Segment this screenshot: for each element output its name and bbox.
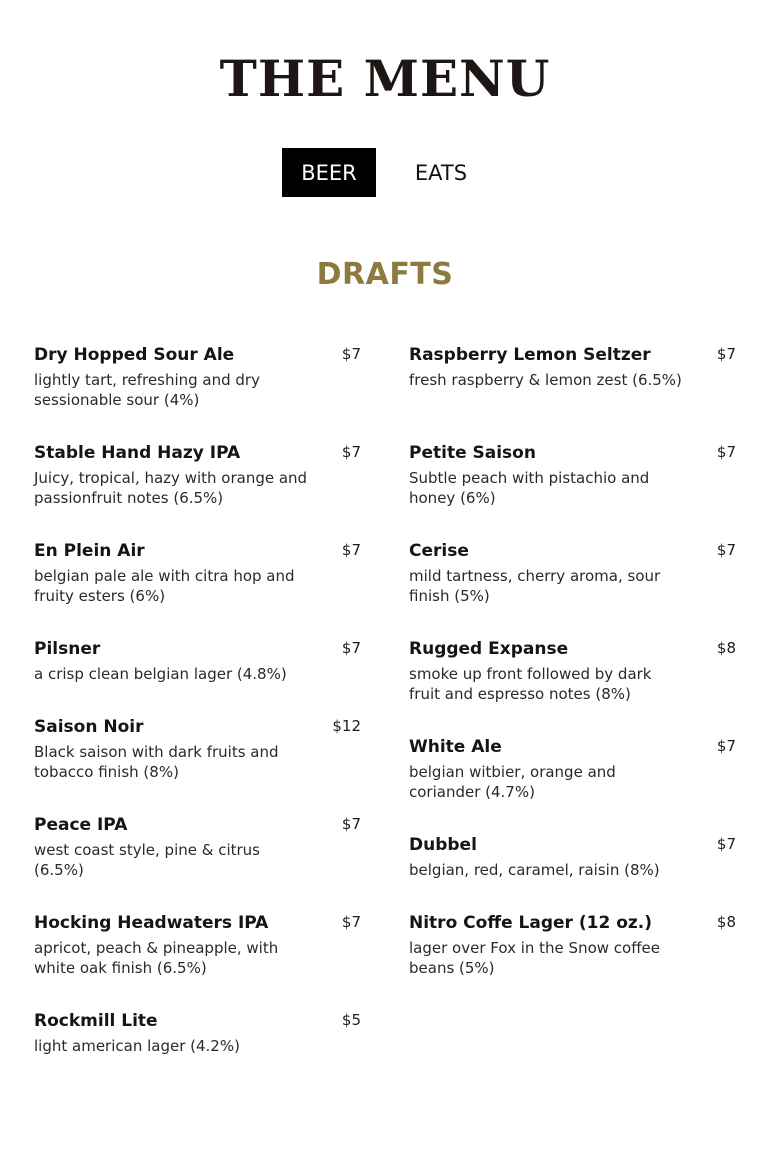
item-description: belgian witbier, orange and coriander (4.7%) bbox=[409, 763, 616, 801]
item-name: Raspberry Lemon Seltzer bbox=[409, 345, 651, 365]
item-description: west coast style, pine & citrus (6.5%) bbox=[34, 841, 260, 879]
item-name: Peace IPA bbox=[34, 815, 128, 835]
item-price: $8 bbox=[716, 639, 736, 657]
menu-item bbox=[409, 343, 736, 441]
item-description: mild tartness, cherry aroma, sour finish (5%) bbox=[409, 567, 661, 605]
item-price: $7 bbox=[341, 913, 361, 931]
item-name: Hocking Headwaters IPA bbox=[34, 913, 269, 933]
item-price: $7 bbox=[341, 639, 361, 657]
item-price: $7 bbox=[341, 443, 361, 461]
item-name: Dubbel bbox=[409, 835, 477, 855]
item-description: lightly tart, refreshing and dry sessionable sour (4%) bbox=[34, 371, 260, 409]
item-description: belgian pale ale with citra hop and fruity esters (6%) bbox=[34, 567, 295, 605]
menu-item bbox=[34, 637, 361, 715]
item-name: Saison Noir bbox=[34, 717, 144, 737]
item-name: Rugged Expanse bbox=[409, 639, 569, 659]
menu-item bbox=[409, 637, 736, 735]
page-title: THE MENU bbox=[219, 49, 551, 108]
item-price: $7 bbox=[716, 541, 736, 559]
item-price: $8 bbox=[716, 913, 736, 931]
item-description: fresh raspberry & lemon zest (6.5%) bbox=[409, 371, 682, 389]
menu-item bbox=[34, 539, 361, 637]
item-price: $7 bbox=[716, 345, 736, 363]
item-description: a crisp clean belgian lager (4.8%) bbox=[34, 665, 287, 683]
item-name: Pilsner bbox=[34, 639, 101, 659]
item-price: $7 bbox=[716, 835, 736, 853]
item-name: Rockmill Lite bbox=[34, 1011, 158, 1031]
item-description: apricot, peach & pineapple, with white oak finish (6.5%) bbox=[34, 939, 279, 977]
item-description: light american lager (4.2%) bbox=[34, 1037, 240, 1055]
item-description: Subtle peach with pistachio and honey (6%) bbox=[409, 469, 650, 507]
item-description: belgian, red, caramel, raisin (8%) bbox=[409, 861, 660, 879]
menu-item bbox=[409, 441, 736, 539]
item-price: $7 bbox=[716, 737, 736, 755]
item-price: $7 bbox=[341, 345, 361, 363]
item-name: White Ale bbox=[409, 737, 502, 757]
menu-item bbox=[34, 813, 361, 911]
menu-item bbox=[409, 539, 736, 637]
item-name: Cerise bbox=[409, 541, 469, 561]
menu-tabs bbox=[282, 148, 506, 197]
item-name: Petite Saison bbox=[409, 443, 536, 463]
item-description: lager over Fox in the Snow coffee beans (5%) bbox=[409, 939, 661, 977]
item-name: Dry Hopped Sour Ale bbox=[34, 345, 235, 365]
menu-item bbox=[34, 911, 361, 1009]
menu-item bbox=[34, 441, 361, 539]
item-description: smoke up front followed by dark fruit and espresso notes (8%) bbox=[409, 665, 652, 703]
menu-item bbox=[34, 715, 361, 813]
section-heading-drafts: DRAFTS bbox=[316, 257, 454, 292]
menu-item bbox=[409, 911, 736, 1009]
tab-eats[interactable]: EATS bbox=[376, 148, 506, 197]
item-price: $7 bbox=[341, 815, 361, 833]
item-name: Nitro Coffe Lager (12 oz.) bbox=[409, 913, 652, 933]
drafts-column-right bbox=[409, 343, 736, 1009]
menu-item bbox=[34, 343, 361, 441]
item-price: $7 bbox=[716, 443, 736, 461]
item-name: En Plein Air bbox=[34, 541, 145, 561]
menu-item bbox=[409, 833, 736, 911]
item-price: $7 bbox=[341, 541, 361, 559]
tab-beer[interactable]: BEER bbox=[282, 148, 376, 197]
item-description: Juicy, tropical, hazy with orange and passionfruit notes (6.5%) bbox=[34, 469, 308, 507]
item-price: $5 bbox=[341, 1011, 361, 1029]
menu-item bbox=[34, 1009, 361, 1107]
item-name: Stable Hand Hazy IPA bbox=[34, 443, 241, 463]
drafts-column-left bbox=[34, 343, 361, 1107]
menu-item bbox=[409, 735, 736, 833]
item-price: $12 bbox=[332, 717, 361, 735]
item-description: Black saison with dark fruits and tobacco finish (8%) bbox=[34, 743, 279, 781]
